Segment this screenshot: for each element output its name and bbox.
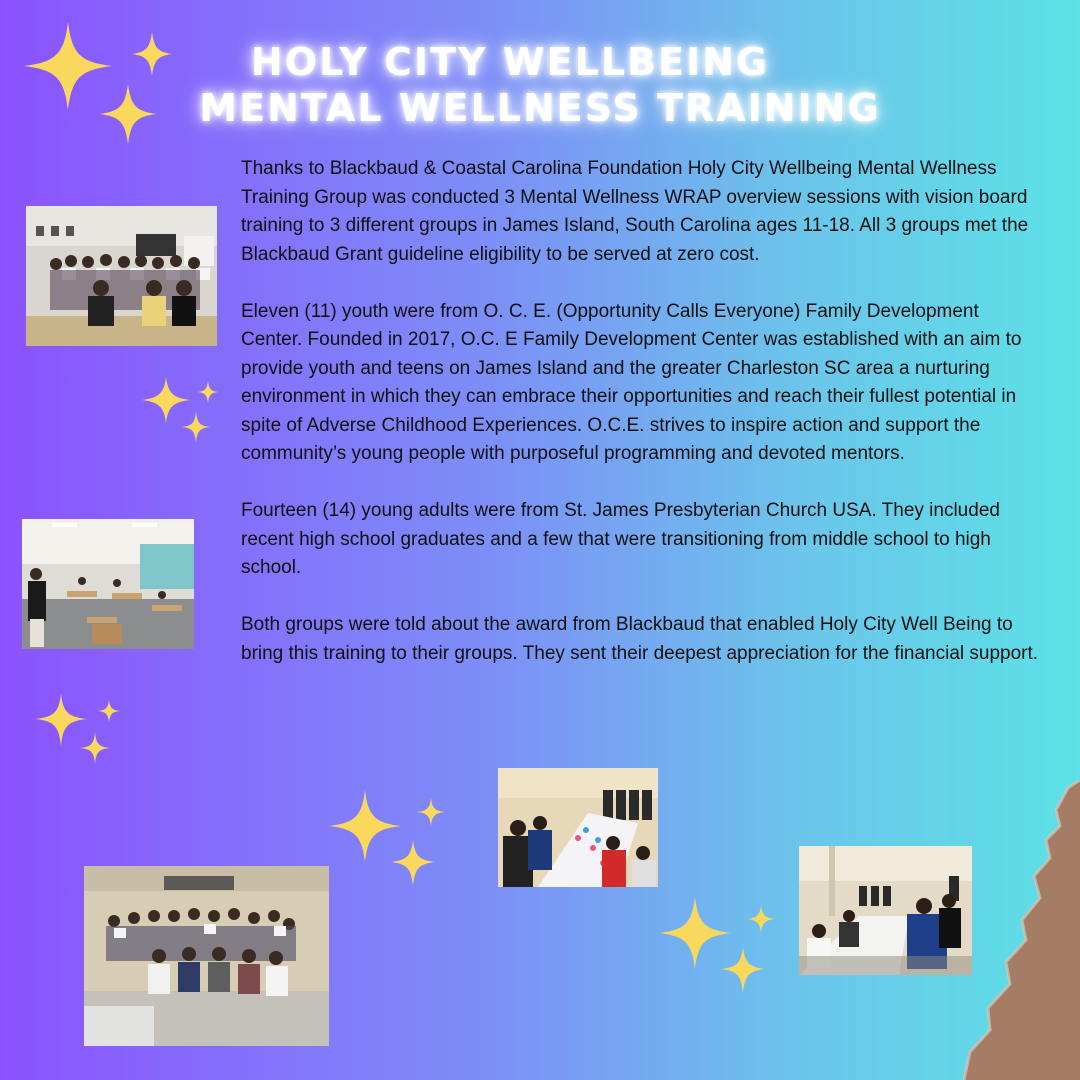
- body-text: [241, 155, 1041, 697]
- vision-board-crafting-photo: [498, 768, 658, 887]
- sparkle-cluster-icon-lower-left: [33, 692, 123, 766]
- title-line-1: HOLY CITY WELLBEING: [250, 40, 770, 84]
- sparkle-cluster-icon-bottom-center: [327, 788, 449, 888]
- hall-session-photo: [799, 846, 972, 975]
- group-photo-hall: [84, 866, 329, 1046]
- paragraph-appreciation: Both groups were told about the award from Blackbaud that enabled Holy City Well Being to bring this training to their groups. They sent their deepest appreciation for the financial support.: [241, 614, 1039, 664]
- paragraph-intro: Thanks to Blackbaud & Coastal Carolina Foundation Holy City Wellbeing Mental Wellness Training Group was conducted 3 Mental Wellness WRAP overview sessions with vision board training to 3 different groups in James Island, South Carolina ages 11-18. All 3 groups met the Blackbaud Grant guideline eligibility to be served at zero cost.: [241, 158, 1029, 265]
- classroom-session-photo: [22, 519, 194, 649]
- sparkle-cluster-icon-mid-left: [140, 375, 220, 443]
- torn-paper-decoration: [960, 780, 1080, 1080]
- sparkle-cluster-icon-top-left: [20, 20, 180, 145]
- title-line-2: MENTAL WELLNESS TRAINING: [199, 86, 881, 130]
- paragraph-st-james: Fourteen (14) young adults were from St. James Presbyterian Church USA. They included recent high school graduates and a few that were transitioning from middle school to high school.: [241, 500, 1000, 578]
- sparkle-cluster-icon-bottom-right: [657, 895, 779, 995]
- paragraph-oce: Eleven (11) youth were from O. C. E. (Opportunity Calls Everyone) Family Development Center. Founded in 2017, O.C. E Family Development Center was established with an aim to provide youth and teens on James Island and the greater Charleston SC area a nurturing environment in which they can embrace their opportunities and reach their fullest potential in spite of Adverse Childhood Experiences. O.C.E. strives to inspire action and support the community’s young people with purposeful programming and devoted mentors.: [241, 300, 1022, 464]
- group-photo-classroom: [26, 206, 217, 346]
